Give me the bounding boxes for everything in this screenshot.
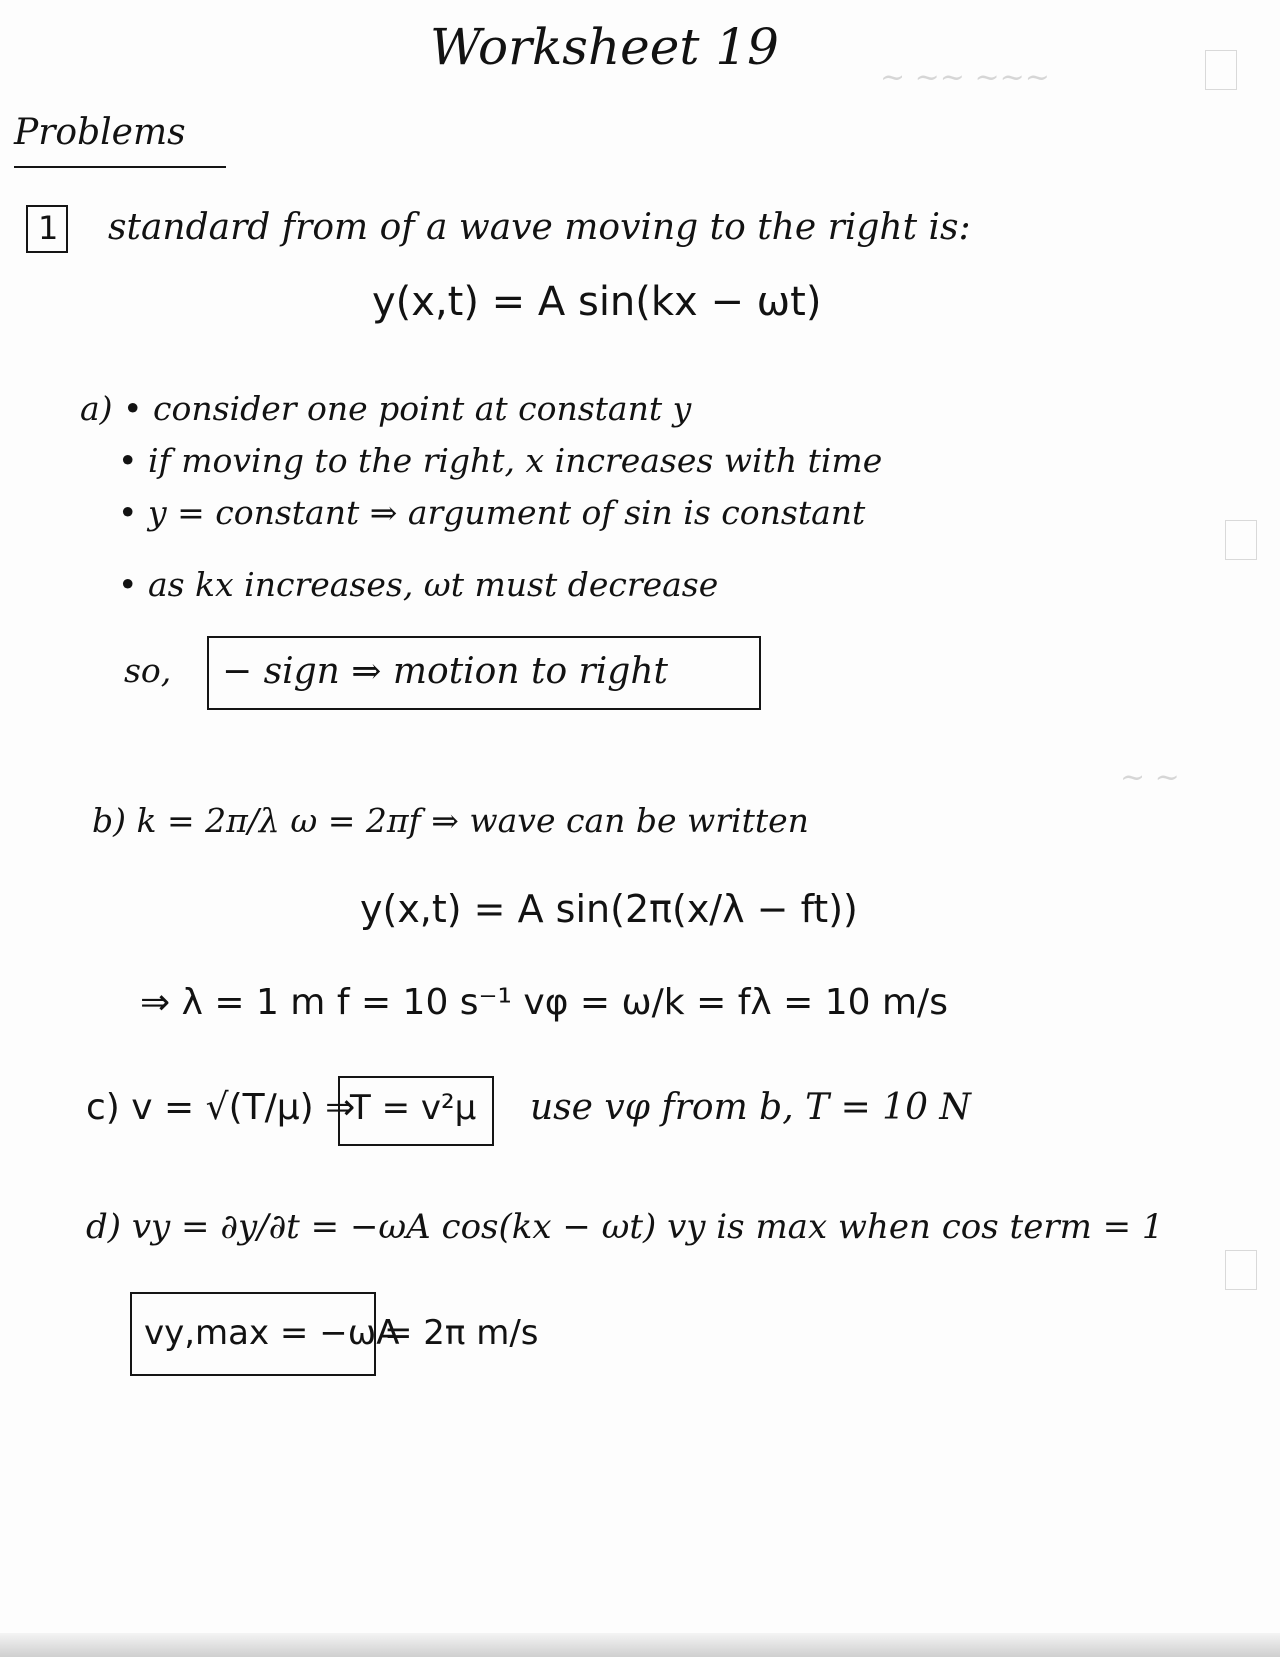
bleed-through-box (1205, 50, 1237, 90)
part-b-line-3: ⇒ λ = 1 m f = 10 s⁻¹ vφ = ω/k = fλ = 10 m/s (140, 982, 948, 1023)
part-a-line-2: • if moving to the right, x increases with time (118, 441, 883, 480)
part-a-line-4: • as kx increases, ωt must decrease (118, 565, 719, 604)
part-d-line-1: d) vy = ∂y/∂t = −ωA cos(kx − ωt) vy is max when cos term = 1 (86, 1207, 1164, 1247)
part-c-boxed-result: T = v²μ (350, 1088, 477, 1128)
part-a-line-3: • y = constant ⇒ argument of sin is constant (118, 493, 866, 532)
page-title: Worksheet 19 (430, 18, 779, 76)
scan-bottom-edge (0, 1633, 1280, 1657)
bleed-through-box (1225, 1250, 1257, 1290)
wave-equation: y(x,t) = A sin(kx − ωt) (372, 279, 822, 325)
bleed-through-box (1225, 520, 1257, 560)
part-c-rest: use vφ from b, T = 10 N (530, 1087, 971, 1128)
part-b-equation: y(x,t) = A sin(2π(x/λ − ft)) (360, 887, 858, 931)
part-d-boxed-result: vy,max = −ωA (144, 1313, 400, 1353)
problem-intro: standard from of a wave moving to the right is: (108, 207, 971, 248)
part-a-so-label: so, (124, 651, 172, 690)
bleed-through-mark: ~ ~~ ~~~ (880, 60, 1050, 95)
part-d-result: = 2π m/s (384, 1313, 539, 1353)
heading-underline (14, 166, 226, 168)
problem-number: 1 (38, 209, 59, 247)
bleed-through-mark: ~ ~ (1120, 760, 1180, 795)
part-c-lhs: c) v = √(T/μ) ⇒ (86, 1087, 356, 1128)
part-a-conclusion: − sign ⇒ motion to right (222, 651, 668, 692)
section-heading: Problems (14, 112, 186, 153)
part-b-line-1: b) k = 2π/λ ω = 2πf ⇒ wave can be written (92, 801, 809, 840)
part-a-line-1: a) • consider one point at constant y (80, 389, 692, 428)
